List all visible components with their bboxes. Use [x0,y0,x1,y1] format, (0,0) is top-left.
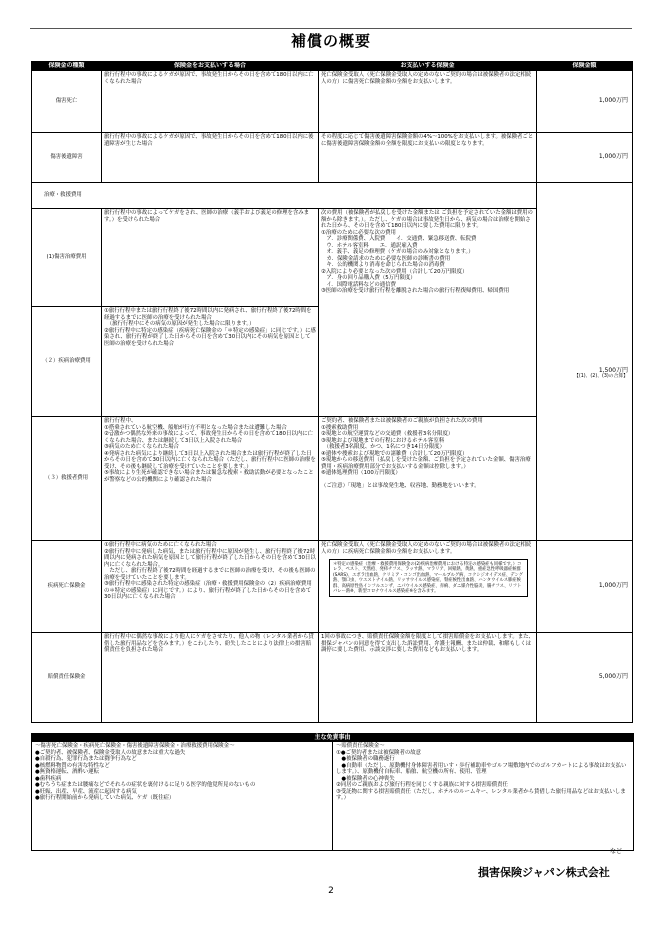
row-when: ①旅行行程中に病気のために亡くなられた場合 ②旅行行程中に発病した病気、または旅行行程中に原因が発生し、旅行行程終了後72時間以内に発病された病気を原因として旅行行程が終了した日からその日を含めて30日以内に亡くなられた場合。 ただし、旅行行程終了後72時間を経過するまでに医師の治療を受け、その後も医師の治療を受けていたことを要します。 ③旅行行程中に感染された特定の感染症（治療・救援費用保険金の（2）疾病治療費用の＊特定の感染症）に同じです。）により、旅行行程が終了した日からその日を含めて30日以内に亡くなられた場合 [102,541,319,633]
row-name: (1)傷害治療費用 [32,209,102,307]
row-name: 傷害後遺障害 [32,133,102,183]
amount-value: 1,500万円 [598,366,628,374]
header-pay: お支払いする保険金 [319,62,537,71]
table-row [32,209,633,307]
row-pay [319,541,537,633]
row-when: 旅行行程中の事故によるケガが原因で、事故発生日からその日を含めて180日以内に後遺障害が生じた場合 [102,133,319,183]
table-row [32,633,633,723]
row-when: 旅行行程中の事故によってケガをされ、医師の治療（義手および義足の修理を含みます。）を受けられた場合 [102,209,319,307]
row-amount: 1,000万円 [537,541,633,633]
header-amount: 保険金額 [537,62,633,71]
infection-note: ＊特定の感染症（治療・救援費用保険金の(2)疾病治療費用における特定の感染症も同様です。）コレラ、ペスト、天然痘、発疹チフス、ラッサ熱、マラリア、回帰熱、黄熱、重症急性呼吸器症候群(SARS)、エボラ出血熱、クリミア・コンゴ出血熱、マールブルグ病、コクシジオイデス症、デング熱、顎口虫、ウエストナイル熱、リッサウイルス感染症、腎症候性出血熱、ハンタウイルス肺症候群、高病原性鳥インフルエンザ、ニパウイルス感染症、赤痢、ダニ媒介性脳炎、腸チフス、リフトバレー熱※、新型コロナウイルス感染症※を含みます。 [329,559,528,597]
row-pay: 1回の事故につき、賠償責任保険金額を限度として損害賠償金をお支払いします。また、損保ジャパンの同意を得て支出した訴訟費用、弁護士報酬、または仲裁、和解もしくは調停に要した費用、示談交渉に要した費用などもお支払いします。 [319,633,537,723]
row-amount: 1,000万円 [537,133,633,183]
table-row [32,541,633,633]
header-rule [30,28,632,29]
header-when: 保険金をお支払いする場合 [102,62,319,71]
table-row [32,71,633,133]
row-pay: 次の費用（被保険者が払戻しを受けた金額または ご負担を予定されていた金額は費用の額から除きます。）。ただし、ケガの場合は事故発生日から、病気の場合は治療を開始された日から、その日を含めて180日以内に要した費用に限ります。 ①治療のために必要な次の費用 ア．診療関係費、入院費 イ．交通費、緊急移送費、転院費 ウ．ホテル客室料 エ．通訳雇入費 オ．義手、義足の修理費（ケガの場合のみ対象となります。） カ．保険金請求のために必要な医師の診断書の費用 キ．公的機関より消毒を命じられた場合の消毒費 ②入院により必要となった次の費用（合計して20万円限度） ア．身の回り品購入費（5万円限度） イ．国際電話料などの通信費 ③医師の治療を受け旅行行程を離脱された場合の旅行行程復帰費用、帰国費用 [319,209,537,417]
section-amount-cell [537,183,633,209]
etc-note: など [610,848,623,855]
header-type: 保険金の種類 [32,62,102,71]
row-name: （３）救援者費用 [32,417,102,541]
section-row [32,183,633,209]
row-when: 旅行行程中の事故によるケガが原因で、事故発生日からその日を含めて180日以内に亡くなられた場合 [102,71,319,133]
row-name: 賠償責任保険金 [32,633,102,723]
row-name: 疾病死亡保険金 [32,541,102,633]
page-title: 補償の概要 [290,32,371,50]
exclusions-left: ～傷害死亡保険金・疾病死亡保険金・傷害後遺障害保険金・治療救援費用保険金～ ●ご契約者、被保険者、保険金受取人の故意または重大な過失 ●自殺行為、犯罪行為または闘争行為など ●核燃料物質の有害な特性など ●無資格運転、酒酔い運転 ●歯科疾病 ●むちうち症または腰痛などでそれらの症状を裏付けるに足りる医学的他覚所見のないもの ●妊娠、出産、早産、流産に起因する病気 ●旅行行程開始前から発病していた病気、ケガ（既往症） [32,742,333,850]
row-when: 旅行行程中に偶然な事故により他人にケガをさせたり、他人の物（レンタル業者から貸借した旅行用品などを含みます。）をこわしたり、紛失したことにより法律上の損害賠償責任を負担された場合 [102,633,319,723]
row-amount [537,209,633,541]
company-name: 損害保険ジャパン株式会社 [478,866,610,879]
row-name: （２）疾病治療費用 [32,307,102,417]
exclusions-box [31,733,634,851]
table-row [32,133,633,183]
section-label: 治療・救援費用 [32,183,537,209]
row-pay-text: 死亡保険金受取人（死亡保険金受取人の定めのないご契約の場合は被保険者の法定相続人の方）に疾病死亡保険金額の全額をお支払いします。 [321,542,532,555]
exclusions-title: 主な免責事由 [32,734,633,742]
table-header-row [32,62,633,71]
page-number: 2 [328,886,334,896]
row-when: 旅行行程中、 ①搭乗されている航空機、船舶が行方不明となった場合または遭難した場合 ②급激かつ偶然な外来の事故によって、事故発生日からその日を含めて180日以内に亡くなられた場合、または継続して3日以上入院された場合 ③病気のため亡くなられた場合 ④発病された病気により継続して3日以上入院された場合または旅行行程が終了した日からその日を含めて30日以内に亡くなられた場合（ただし、旅行行程中に医師の治療を受け、その後も継続して治療を受けていたことを要します。） ⑤事故により生死が確認できない場合または緊急な捜索・救助活動が必要となったことが警察などの公的機関により確認された場合 [102,417,319,541]
row-pay: 死亡保険金受取人（死亡保険金受取人の定めのないご契約の場合は被保険者の法定相続人の方）に傷害死亡保険金額の全額をお支払いします。 [319,71,537,133]
row-amount: 1,000万円 [537,71,633,133]
row-name: 傷害死亡 [32,71,102,133]
row-pay: その程度に応じて傷害後遺障害保険金額の4%～100%をお支払いします。被保険者ごとに傷害後遺障害保険金額の全額を限度にお支払いの限度となります。 [319,133,537,183]
row-pay: ご契約者、被保険者または被保険者のご親族が負担された次の費用 ①捜索救助費用 ②現地との航空運賃などの交通費（救援者3名分限度） ③現地および現地までの行程におけるホテル客室料 （救援者3名限度、かつ、1名につき14日分限度） ④遺体や捜索および現地での諸雑費（合計して20万円限度） ⑤現地からの移送費用（払戻しを受けた金額、ご負担を予定されていた金額、傷害治療費用・疾病治療費用部分でお支払いする金額は控除します。） ⑥遺体処理費用（100万円限度） （ご注意）「現地」とは事故発生地、収容地、勤務地をいいます。 [319,417,537,541]
amount-note: 【(1)、(2)、(3)の合算】 [574,374,628,380]
coverage-table [31,61,633,723]
exclusions-right: ～賠償責任保険金～ ①●ご契約者または被保険者の故意 ●被保険者の職務遂行 ●自動車（ただし、原動機付身体障害者用いす・歩行補助車やゴルフ場敷地内でのゴルフカートによる事故はお支払いします。）、原動機付自転車、船舶、航空機の所有、使用、管理 ●被保険者の心神喪失 ②同居のご親族および旅行行程を同じくする親族に対する損害賠償責任 ③受託物に関する損害賠償責任（ただし、ホテルのルームキー、レンタル業者から賃借した旅行用品などはお支払いします。） [336,743,627,801]
row-when: ①旅行行程中または旅行行程終了後72時間以内に発病され、旅行行程終了後72時間を経過するまでに医師の治療を受けられた場合 （旅行行程中にその病気の原因が発生した場合に限ります。） ②旅行行程中に特定の感染症（疾病死亡保険金の「＊特定の感染症」に同じです。）に感染され、旅行行程が終了した日からその日を含めて30日以内にその病気を原因として医師の治療を受けられた場合 [102,307,319,417]
row-amount: 5,000万円 [537,633,633,723]
